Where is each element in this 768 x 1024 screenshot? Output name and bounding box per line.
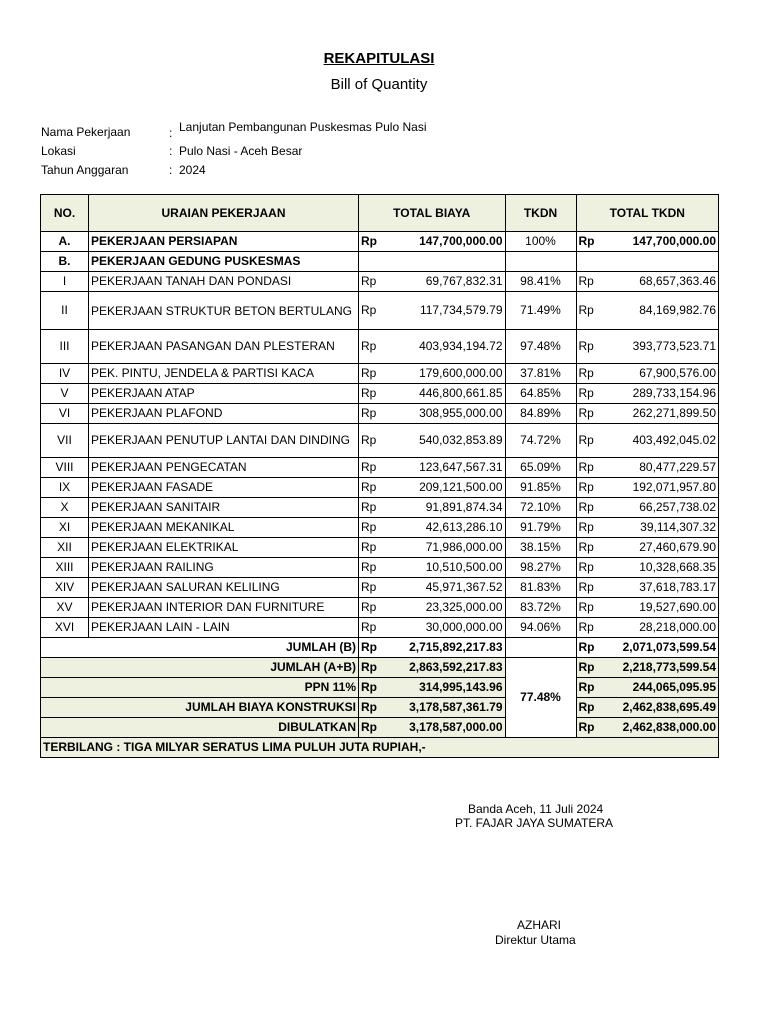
currency-label: Rp — [359, 364, 380, 384]
row-tkdn: 38.15% — [505, 538, 576, 558]
info-value: Lanjutan Pembangunan Puskesmas Pulo Nasi — [179, 120, 427, 134]
row-no: I — [41, 272, 89, 292]
header-tkdn: TKDN — [505, 195, 576, 232]
currency-label: Rp — [576, 698, 597, 718]
table-row — [41, 292, 719, 330]
row-total-tkdn: 147,700,000.00 — [597, 232, 719, 252]
row-biaya: 91,891,874.34 — [379, 498, 505, 518]
currency-label: Rp — [576, 232, 597, 252]
row-total-tkdn: 39,114,307.32 — [597, 518, 719, 538]
row-total-tkdn: 28,218,000.00 — [597, 618, 719, 638]
summary-label: PPN 11% — [41, 678, 359, 698]
summary-total-tkdn: 2,462,838,695.49 — [597, 698, 719, 718]
table-row — [41, 558, 719, 578]
row-uraian: PEKERJAAN ATAP — [89, 384, 359, 404]
summary-row-jumlah-ab — [41, 658, 719, 678]
summary-biaya: 2,863,592,217.83 — [379, 658, 505, 678]
row-tkdn: 37.81% — [505, 364, 576, 384]
row-total-tkdn: 66,257,738.02 — [597, 498, 719, 518]
row-no: XI — [41, 518, 89, 538]
row-biaya: 10,510,500.00 — [379, 558, 505, 578]
row-no: V — [41, 384, 89, 404]
currency-label: Rp — [576, 598, 597, 618]
currency-label: Rp — [576, 638, 597, 658]
row-no: XV — [41, 598, 89, 618]
table-header-row — [41, 195, 719, 232]
row-uraian: PEKERJAAN ELEKTRIKAL — [89, 538, 359, 558]
row-tkdn: 64.85% — [505, 384, 576, 404]
row-tkdn: 84.89% — [505, 404, 576, 424]
summary-label: JUMLAH BIAYA KONSTRUKSI — [41, 698, 359, 718]
row-total-tkdn: 19,527,690.00 — [597, 598, 719, 618]
row-biaya: 403,934,194.72 — [379, 330, 505, 364]
row-biaya: 30,000,000.00 — [379, 618, 505, 638]
row-tkdn: 74.72% — [505, 424, 576, 458]
currency-label: Rp — [576, 578, 597, 598]
row-total-tkdn: 27,460,679.90 — [597, 538, 719, 558]
signature-place-date: Banda Aceh, 11 Juli 2024 — [468, 802, 604, 816]
currency-label: Rp — [359, 538, 380, 558]
row-uraian: PEKERJAAN PENUTUP LANTAI DAN DINDING — [89, 424, 359, 458]
row-tkdn: 91.79% — [505, 518, 576, 538]
currency-label: Rp — [359, 618, 380, 638]
currency-label: Rp — [359, 458, 380, 478]
table-row — [41, 384, 719, 404]
row-uraian: PEKERJAAN PLAFOND — [89, 404, 359, 424]
row-total-tkdn: 289,733,154.96 — [597, 384, 719, 404]
summary-biaya: 314,995,143.96 — [379, 678, 505, 698]
row-tkdn: 91.85% — [505, 478, 576, 498]
row-biaya: 308,955,000.00 — [379, 404, 505, 424]
table-row — [41, 598, 719, 618]
row-tkdn: 65.09% — [505, 458, 576, 478]
row-total-tkdn: 10,328,668.35 — [597, 558, 719, 578]
summary-biaya: 3,178,587,361.79 — [379, 698, 505, 718]
summary-biaya: 3,178,587,000.00 — [379, 718, 505, 738]
info-label: Tahun Anggaran — [41, 163, 129, 177]
row-no: XIII — [41, 558, 89, 578]
currency-label: Rp — [576, 384, 597, 404]
row-no: B. — [41, 252, 89, 272]
row-biaya: 71,986,000.00 — [379, 538, 505, 558]
row-uraian: PEKERJAAN SANITAIR — [89, 498, 359, 518]
currency-label: Rp — [576, 618, 597, 638]
row-uraian: PEK. PINTU, JENDELA & PARTISI KACA — [89, 364, 359, 384]
header-uraian: URAIAN PEKERJAAN — [89, 195, 359, 232]
signature-position: Direktur Utama — [495, 933, 576, 947]
table-row — [41, 518, 719, 538]
table-row — [41, 404, 719, 424]
currency-label: Rp — [576, 364, 597, 384]
row-tkdn: 100% — [505, 232, 576, 252]
summary-total-tkdn: 2,218,773,599.54 — [597, 658, 719, 678]
currency-label: Rp — [359, 698, 380, 718]
info-colon: : — [169, 126, 173, 140]
table-row — [41, 272, 719, 292]
row-uraian: PEKERJAAN FASADE — [89, 478, 359, 498]
currency-label: Rp — [359, 658, 380, 678]
currency-label: Rp — [359, 558, 380, 578]
row-uraian: PEKERJAAN LAIN - LAIN — [89, 618, 359, 638]
row-uraian: PEKERJAAN TANAH DAN PONDASI — [89, 272, 359, 292]
row-uraian: PEKERJAAN PERSIAPAN — [89, 232, 359, 252]
currency-label: Rp — [359, 718, 380, 738]
row-biaya: 123,647,567.31 — [379, 458, 505, 478]
terbilang-row — [41, 738, 719, 758]
currency-label: Rp — [576, 424, 597, 458]
table-row — [41, 364, 719, 384]
row-tkdn: 81.83% — [505, 578, 576, 598]
currency-label: Rp — [359, 518, 380, 538]
row-uraian: PEKERJAAN STRUKTUR BETON BERTULANG — [89, 292, 359, 330]
currency-label: Rp — [576, 678, 597, 698]
currency-label: Rp — [359, 578, 380, 598]
info-label: Nama Pekerjaan — [41, 125, 131, 139]
page-title: REKAPITULASI — [323, 50, 435, 67]
header-total-tkdn: TOTAL TKDN — [576, 195, 719, 232]
table-row — [41, 538, 719, 558]
info-value: 2024 — [179, 163, 206, 177]
row-no: VI — [41, 404, 89, 424]
row-biaya: 45,971,367.52 — [379, 578, 505, 598]
currency-label: Rp — [576, 458, 597, 478]
table-row — [41, 478, 719, 498]
row-no: VII — [41, 424, 89, 458]
info-colon: : — [169, 163, 173, 177]
row-no: IV — [41, 364, 89, 384]
currency-label: Rp — [576, 518, 597, 538]
row-tkdn: 98.41% — [505, 272, 576, 292]
row-total-tkdn: 80,477,229.57 — [597, 458, 719, 478]
summary-total-tkdn: 2,462,838,000.00 — [597, 718, 719, 738]
signature-name: AZHARI — [517, 918, 562, 932]
row-no: XVI — [41, 618, 89, 638]
table-row — [41, 330, 719, 364]
info-label: Lokasi — [41, 144, 76, 158]
row-no: II — [41, 292, 89, 330]
currency-label: Rp — [359, 424, 380, 458]
row-tkdn: 98.27% — [505, 558, 576, 578]
info-colon: : — [169, 144, 173, 158]
row-biaya: 446,800,661.85 — [379, 384, 505, 404]
boq-table — [40, 194, 719, 758]
row-tkdn: 83.72% — [505, 598, 576, 618]
table-row — [41, 498, 719, 518]
row-biaya: 117,734,579.79 — [379, 292, 505, 330]
table-row — [41, 578, 719, 598]
currency-label: Rp — [576, 478, 597, 498]
row-no: III — [41, 330, 89, 364]
row-uraian: PEKERJAAN MEKANIKAL — [89, 518, 359, 538]
currency-label: Rp — [576, 558, 597, 578]
section-a-row — [41, 232, 719, 252]
row-uraian: PEKERJAAN INTERIOR DAN FURNITURE — [89, 598, 359, 618]
row-total-tkdn: 68,657,363.46 — [597, 272, 719, 292]
row-total-tkdn: 403,492,045.02 — [597, 424, 719, 458]
row-no: IX — [41, 478, 89, 498]
row-no: A. — [41, 232, 89, 252]
row-total-tkdn: 393,773,523.71 — [597, 330, 719, 364]
currency-label: Rp — [359, 292, 380, 330]
row-total-tkdn: 84,169,982.76 — [597, 292, 719, 330]
currency-label: Rp — [576, 330, 597, 364]
currency-label: Rp — [359, 272, 380, 292]
currency-label: Rp — [576, 404, 597, 424]
summary-tkdn-percent: 77.48% — [505, 658, 576, 738]
currency-label: Rp — [576, 718, 597, 738]
currency-label: Rp — [576, 538, 597, 558]
table-row — [41, 618, 719, 638]
header-no: NO. — [41, 195, 89, 232]
summary-label: JUMLAH (A+B) — [41, 658, 359, 678]
summary-label: DIBULATKAN — [41, 718, 359, 738]
row-tkdn: 71.49% — [505, 292, 576, 330]
currency-label: Rp — [359, 678, 380, 698]
row-biaya: 42,613,286.10 — [379, 518, 505, 538]
currency-label: Rp — [576, 292, 597, 330]
summary-total-tkdn: 2,071,073,599.54 — [597, 638, 719, 658]
currency-label: Rp — [359, 638, 380, 658]
section-b-row — [41, 252, 719, 272]
currency-label: Rp — [359, 478, 380, 498]
summary-label: JUMLAH (B) — [41, 638, 359, 658]
row-uraian: PEKERJAAN GEDUNG PUSKESMAS — [89, 252, 359, 272]
summary-row-jumlah-b — [41, 638, 719, 658]
currency-label: Rp — [359, 498, 380, 518]
row-uraian: PEKERJAAN PENGECATAN — [89, 458, 359, 478]
row-uraian: PEKERJAAN SALURAN KELILING — [89, 578, 359, 598]
terbilang-text: TERBILANG : TIGA MILYAR SERATUS LIMA PULUH JUTA RUPIAH,- — [41, 738, 719, 758]
summary-biaya: 2,715,892,217.83 — [379, 638, 505, 658]
row-tkdn: 94.06% — [505, 618, 576, 638]
row-tkdn: 72.10% — [505, 498, 576, 518]
currency-label: Rp — [576, 498, 597, 518]
header-total-biaya: TOTAL BIAYA — [359, 195, 506, 232]
row-total-tkdn: 37,618,783.17 — [597, 578, 719, 598]
row-uraian: PEKERJAAN PASANGAN DAN PLESTERAN — [89, 330, 359, 364]
currency-label: Rp — [359, 404, 380, 424]
summary-row-dibulatkan — [41, 718, 719, 738]
signature-company: PT. FAJAR JAYA SUMATERA — [455, 816, 614, 830]
row-no: VIII — [41, 458, 89, 478]
row-total-tkdn: 67,900,576.00 — [597, 364, 719, 384]
row-biaya: 209,121,500.00 — [379, 478, 505, 498]
summary-total-tkdn: 244,065,095.95 — [597, 678, 719, 698]
table-row — [41, 458, 719, 478]
row-biaya: 147,700,000.00 — [379, 232, 505, 252]
row-uraian: PEKERJAAN RAILING — [89, 558, 359, 578]
row-total-tkdn: 262,271,899.50 — [597, 404, 719, 424]
row-no: XIV — [41, 578, 89, 598]
currency-label: Rp — [359, 598, 380, 618]
row-no: XII — [41, 538, 89, 558]
row-biaya: 179,600,000.00 — [379, 364, 505, 384]
row-biaya: 540,032,853.89 — [379, 424, 505, 458]
table-row — [41, 424, 719, 458]
summary-tkdn-empty — [505, 638, 576, 658]
currency-label: Rp — [576, 658, 597, 678]
row-biaya: 23,325,000.00 — [379, 598, 505, 618]
currency-label: Rp — [359, 232, 380, 252]
row-tkdn: 97.48% — [505, 330, 576, 364]
summary-row-konstruksi — [41, 698, 719, 718]
row-no: X — [41, 498, 89, 518]
row-biaya: 69,767,832.31 — [379, 272, 505, 292]
info-value: Pulo Nasi - Aceh Besar — [179, 144, 303, 158]
currency-label: Rp — [359, 384, 380, 404]
currency-label: Rp — [576, 272, 597, 292]
page-subtitle: Bill of Quantity — [330, 76, 428, 93]
row-total-tkdn: 192,071,957.80 — [597, 478, 719, 498]
currency-label: Rp — [359, 330, 380, 364]
summary-row-ppn — [41, 678, 719, 698]
